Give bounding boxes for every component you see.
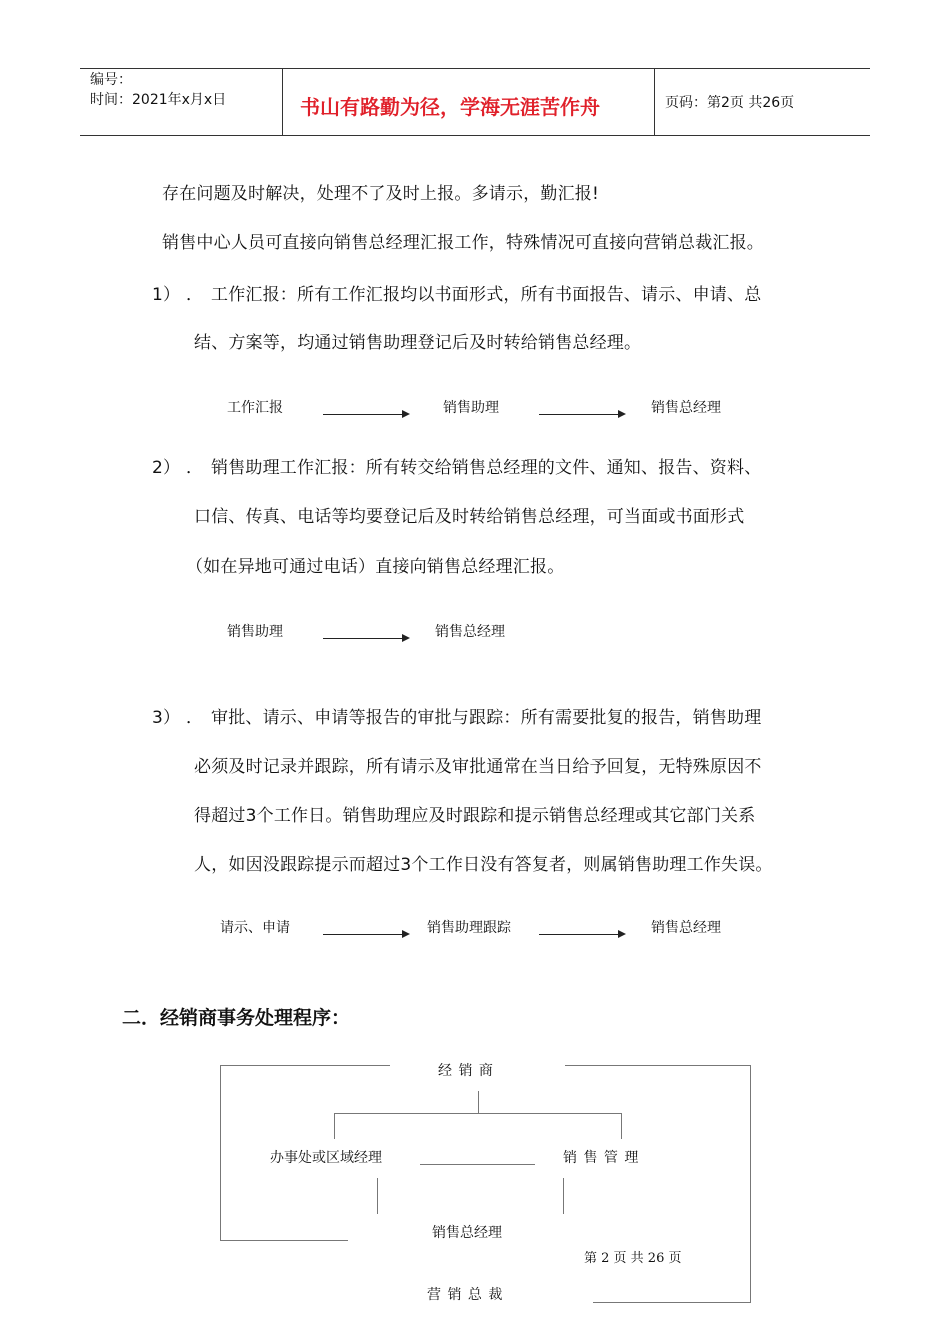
- item-3-line-3: 得超过3个工作日。销售助理应及时跟踪和提示销售总经理或其它部门关系: [194, 806, 756, 826]
- flow-2-step-1: 销售助理: [227, 624, 283, 640]
- time-label: 时间：2021年x月x日: [90, 92, 227, 108]
- arrow-right-icon: [618, 930, 626, 938]
- connector-middle: [420, 1164, 535, 1165]
- item-2-line-2: 口信、传真、电话等均要登记后及时转给销售总经理，可当面或书面形式: [194, 507, 745, 527]
- frame-bottom-left: [220, 1240, 348, 1241]
- motto: 书山有路勤为径，学海无涯苦作舟: [300, 95, 600, 119]
- arrow-right-icon: [402, 634, 410, 642]
- item-2-number: 2）: [152, 458, 181, 478]
- flow-1-step-1: 工作汇报: [227, 400, 283, 416]
- header-divider-left: [282, 68, 283, 136]
- item-1-line-1: 工作汇报：所有工作汇报均以书面形式，所有书面报告、请示、申请、总: [211, 285, 762, 305]
- org-bottom-president: 营 销 总 裁: [427, 1287, 504, 1303]
- page-info: 页码：第2页 共26页: [665, 95, 795, 111]
- flow-1-step-2: 销售助理: [443, 400, 499, 416]
- frame-top-left: [220, 1065, 390, 1066]
- flow-3-step-2: 销售助理跟踪: [427, 920, 511, 936]
- frame-left: [220, 1065, 221, 1240]
- org-center-gm: 销售总经理: [432, 1225, 502, 1241]
- flow-2-arrow-line: [323, 638, 403, 639]
- arrow-right-icon: [402, 930, 410, 938]
- number-label: 编号：: [90, 72, 132, 88]
- flow-3-step-3: 销售总经理: [651, 920, 721, 936]
- flow-3-arrow-1-line: [323, 934, 403, 935]
- flow-3-arrow-2-line: [539, 934, 619, 935]
- item-2-line-3: （如在异地可通过电话）直接向销售总经理汇报。: [186, 557, 565, 577]
- connector-top-stem: [478, 1091, 479, 1113]
- org-left-office: 办事处或区域经理: [270, 1150, 382, 1166]
- item-1-number: 1）: [152, 285, 181, 305]
- frame-top-right: [565, 1065, 750, 1066]
- item-3-line-1: 审批、请示、申请等报告的审批与跟踪：所有需要批复的报告，销售助理: [211, 708, 762, 728]
- frame-right: [750, 1065, 751, 1303]
- item-3-line-4: 人，如因没跟踪提示而超过3个工作日没有答复者，则属销售助理工作失误。: [194, 855, 773, 875]
- flow-1-arrow-2-line: [539, 414, 619, 415]
- paragraph-1: 存在问题及时解决，处理不了及时上报。多请示，勤汇报!: [162, 184, 600, 204]
- org-right-sales-mgmt: 销 售 管 理: [563, 1150, 640, 1166]
- item-3-line-2: 必须及时记录并跟踪，所有请示及审批通常在当日给予回复，无特殊原因不: [194, 757, 762, 777]
- arrow-right-icon: [402, 410, 410, 418]
- connector-branch: [334, 1113, 622, 1114]
- org-top-dealer: 经 销 商: [438, 1063, 494, 1079]
- connector-left-drop: [334, 1113, 335, 1139]
- arrow-right-icon: [618, 410, 626, 418]
- item-2-line-1: 销售助理工作汇报：所有转交给销售总经理的文件、通知、报告、资料、: [211, 458, 762, 478]
- section-2-title: 二．经销商事务处理程序：: [122, 1007, 351, 1029]
- item-1-dot: ．: [186, 285, 204, 305]
- item-3-number: 3）: [152, 708, 181, 728]
- connector-right-drop: [621, 1113, 622, 1139]
- frame-bottom-right: [593, 1302, 751, 1303]
- item-2-dot: ．: [186, 458, 204, 478]
- flow-1-arrow-1-line: [323, 414, 403, 415]
- header-divider-right: [654, 68, 655, 136]
- item-3-dot: ．: [186, 708, 204, 728]
- flow-1-step-3: 销售总经理: [651, 400, 721, 416]
- header-top-border: [80, 68, 870, 69]
- connector-right-down: [563, 1178, 564, 1214]
- flow-3-step-1: 请示、申请: [220, 920, 290, 936]
- flow-2-step-2: 销售总经理: [435, 624, 505, 640]
- paragraph-2: 销售中心人员可直接向销售总经理汇报工作，特殊情况可直接向营销总裁汇报。: [162, 233, 764, 253]
- header-bottom-border: [80, 135, 870, 136]
- footer-page-number: 第 2 页 共 26 页: [584, 1251, 682, 1266]
- connector-left-down: [377, 1178, 378, 1214]
- item-1-line-2: 结、方案等，均通过销售助理登记后及时转给销售总经理。: [194, 333, 642, 353]
